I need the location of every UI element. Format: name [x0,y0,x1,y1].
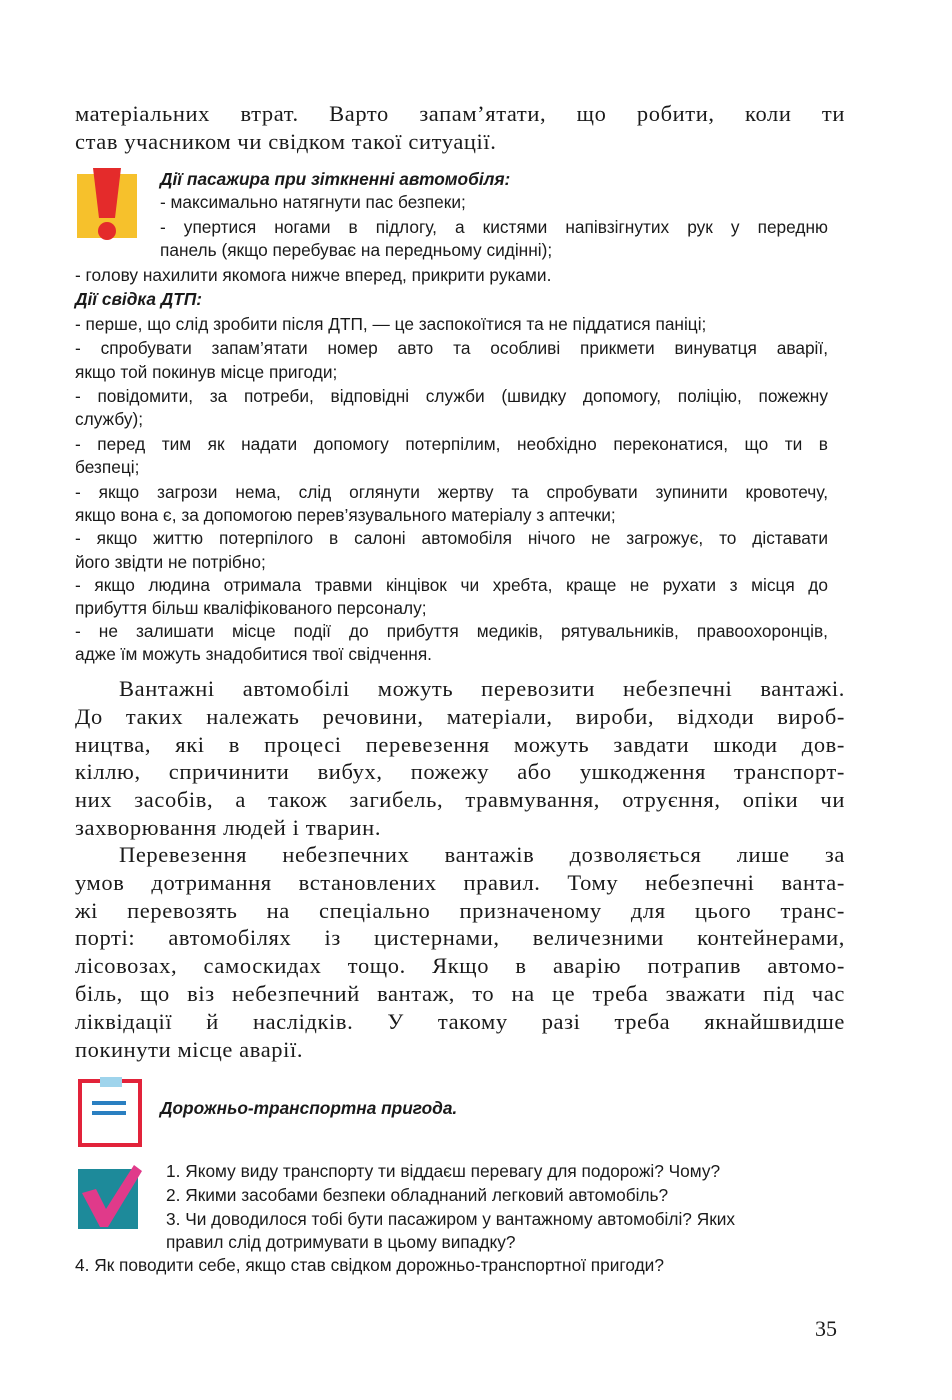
text-line: ліквідації й наслідків. У такому разі треба якнайшвидше [75,1008,845,1034]
passenger-item: панель (якщо перебуває на передньому сидінні); [160,240,553,260]
body-paragraph-1 [75,675,845,842]
text-line: До таких належать речовини, матеріали, вироби, відходи вироб- [75,703,845,729]
witness-line: службу); [75,409,144,429]
question-item: правил слід дотримувати в цьому випадку? [166,1232,516,1252]
question-item: 2. Якими засобами безпеки обладнаний легковий автомобіль? [166,1185,669,1205]
dictionary-term: Дорожньо-транспортна пригода. [160,1098,458,1118]
page-number: 35 [815,1316,837,1341]
question-item: 1. Якому виду транспорту ти віддаєш перевагу для подорожі? Чому? [166,1161,721,1181]
question-item: 4. Як поводити себе, якщо став свідком дорожньо-транспортної пригоди? [75,1255,664,1275]
witness-line: - перше, що слід зробити після ДТП, — це заспокоїтися та не піддатися паніці; [75,314,707,334]
intro-paragraph [75,100,845,156]
text-line: матеріальних втрат. Варто запам’ятати, що робити, коли ти [75,101,845,126]
text-line: Перевезення небезпечних вантажів дозволяється лише за [119,842,845,867]
text-line: покинути місце аварії. [75,1036,304,1062]
passenger-title: Дії пасажира при зіткненні автомобіля: [160,169,511,189]
passenger-item: - голову нахилити якомога нижче вперед, прикрити руками. [75,265,552,285]
text-line: став учасником чи свідком такої ситуації. [75,128,497,154]
witness-line: - перед тим як надати допомогу потерпілим, необхідно переконатися, що ти в [75,434,828,454]
text-line: кіллю, спричинити вибух, пожежу або ушкодження транспорт- [75,759,845,785]
text-line: жі перевозять на спеціально призначеному для цього транс- [75,897,845,923]
text-line: лісовозах, самоскидах тощо. Якщо в аварію потрапив автомо- [75,953,845,979]
witness-line: адже їм можуть знадобитися твої свідчення. [75,644,432,664]
text-line: Вантажні автомобілі можуть перевозити небезпечні вантажі. [119,676,845,701]
passenger-item: - упертися ногами в підлогу, а кистями напівзігнутих рук у передню [160,217,828,237]
text-line: ництва, які в процесі перевезення можуть завдати шкоди дов- [75,731,845,757]
witness-line: прибуття більш кваліфікованого персоналу; [75,598,427,618]
text-line: умов дотримання встановлених правил. Тому небезпечні ванта- [75,869,845,895]
witness-title: Дії свідка ДТП: [75,289,203,309]
exclamation-icon [77,168,137,244]
witness-line: - повідомити, за потреби, відповідні служби (швидку допомогу, поліцію, пожежну [75,386,828,406]
witness-line: - не залишати місце події до прибуття медиків, рятувальників, правоохоронців, [75,621,828,641]
question-item: 3. Чи доводилося тобі бути пасажиром у вантажному автомобілі? Яких [166,1209,736,1229]
witness-line: якщо той покинув місце пригоди; [75,362,338,382]
witness-line: його звідти не потрібно; [75,552,266,572]
witness-line: - якщо загрози нема, слід оглянути жертву та спробувати зупинити кровотечу, [75,482,828,502]
clipboard-icon [78,1077,142,1147]
text-line: порті: автомобілях із цистернами, величезними контейнерами, [75,925,845,951]
text-line: біль, що віз небезпечний вантаж, то на це треба зважати під час [75,980,845,1006]
text-line: них засобів, а також загибель, травмування, отруєння, опіки чи [75,787,845,813]
witness-line: - якщо людина отримала травми кінцівок чи хребта, краще не рухати з місця до [75,575,828,595]
witness-line: безпеці; [75,457,140,477]
witness-line: - якщо життю потерпілого в салоні автомобіля нічого не загрожує, то діставати [75,528,828,548]
witness-line: якщо вона є, за допомогою перев’язувального матеріалу з аптечки; [75,505,616,525]
checkmark-icon [76,1163,144,1231]
witness-line: - спробувати запам’ятати номер авто та особливі прикмети винуватця аварії, [75,338,828,358]
body-paragraph-2 [75,841,845,1063]
text-line: захворювання людей і тварин. [75,814,382,840]
passenger-item: - максимально натягнути пас безпеки; [160,192,466,212]
